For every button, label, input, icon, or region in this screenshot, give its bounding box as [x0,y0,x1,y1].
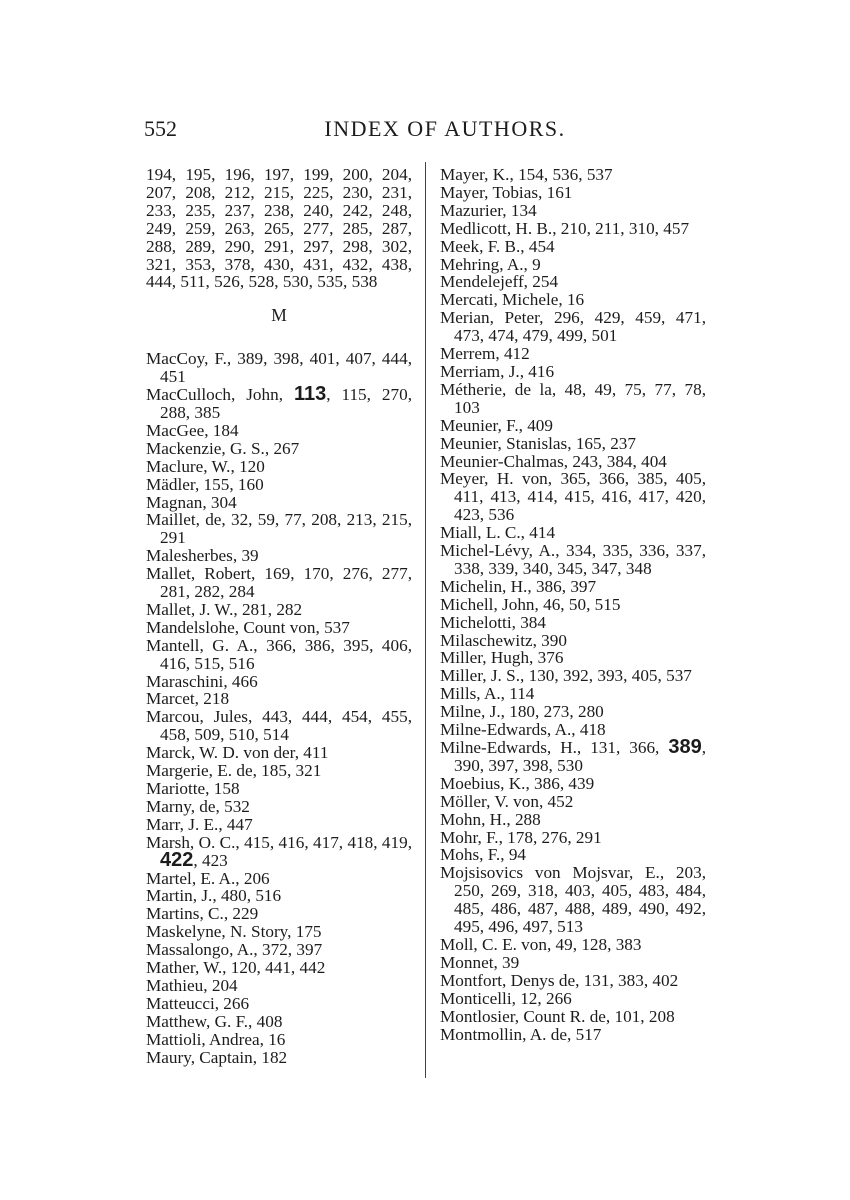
entry-text: , 115, 270, 288, 385 [160,385,412,422]
index-entry: Malesherbes, 39 [146,546,259,566]
index-entry: Maskelyne, N. Story, 175 [146,922,322,942]
index-entry: Miller, J. S., 130, 392, 393, 405, 537 [440,666,692,686]
index-entry: Medlicott, H. B., 210, 211, 310, 457 [440,218,690,238]
index-entry: Mendelejeff, 254 [440,272,559,292]
running-head: INDEX OF AUTHORS. [324,116,566,141]
index-entry: Mercati, Michele, 16 [440,290,585,310]
index-entry: Montfort, Denys de, 131, 383, 402 [440,970,679,990]
index-entry [440,736,706,775]
index-entry: Matthew, G. F., 408 [146,1011,283,1031]
bold-page-ref: 389 [668,736,702,758]
index-entry: Mehring, A., 9 [440,254,541,274]
index-entry: Magnan, 304 [146,492,237,512]
index-entry: Martins, C., 229 [146,904,259,924]
index-entry: Marck, W. D. von der, 411 [146,743,329,763]
entry-text: Milne-Edwards, H., 131, 366, [440,738,669,757]
column-divider [425,162,426,1078]
entry-text: , 423 [193,850,228,870]
index-entry: Maury, Captain, 182 [146,1047,288,1067]
index-entry: Marr, J. E., 447 [146,814,253,834]
index-entry: Mallet, Robert, 169, 170, 276, 277, 281, 282, 284 [146,564,412,602]
index-entry: Montmollin, A. de, 517 [440,1024,602,1044]
index-entry: Matteucci, 266 [146,993,250,1013]
index-entry: Métherie, de la, 48, 49, 75, 77, 78, 103 [440,379,706,417]
index-entry: Mazurier, 134 [440,200,537,220]
index-entry: Michelotti, 384 [440,612,546,632]
index-entry: Mackenzie, G. S., 267 [146,438,300,458]
index-entry: Marny, de, 532 [146,796,250,816]
index-entry: Merrem, 412 [440,344,530,364]
index-entry: Marcet, 218 [146,689,230,709]
index-entry: Moebius, K., 386, 439 [440,773,595,793]
index-entry: Meyer, H. von, 365, 366, 385, 405, 411, 413, 414, 415, 416, 417, 420, 423, 536 [440,469,706,525]
index-entry: Merriam, J., 416 [440,361,555,381]
index-entry [146,383,412,422]
index-entry: Maillet, de, 32, 59, 77, 208, 213, 215, 291 [146,510,412,548]
continuation-entry: 194, 195, 196, 197, 199, 200, 204, 207, 208, 212, 215, 225, 230, 231, 233, 235, 237, 238, 240, 242, 248, 249, 259, 263, 265, 277, 285, 287, 288, 289, 290, 291, 297, 298, 302, 321, 353, 378, 430, 431, 432, 438, 444, 511, 526, 528, 530, 535, 538 [146,165,412,292]
index-entry: Michell, John, 46, 50, 515 [440,594,621,614]
index-entry: Mayer, K., 154, 536, 537 [440,165,613,184]
index-entry: Mandelslohe, Count von, 537 [146,617,350,637]
index-entry: Michel-Lévy, A., 334, 335, 336, 337, 338, 339, 340, 345, 347, 348 [440,541,706,578]
index-entry: Mattioli, Andrea, 16 [146,1029,286,1049]
index-entry: Massalongo, A., 372, 397 [146,940,323,960]
index-entry: Margerie, E. de, 185, 321 [146,761,322,781]
index-entry: Martin, J., 480, 516 [146,886,282,906]
index-entry: Miall, L. C., 414 [440,523,556,543]
entry-text: Marsh, O. C., 415, 416, 417, 418, 419, [146,832,412,852]
index-entry: Mantell, G. A., 366, 386, 395, 406, 416, 515, 516 [146,635,412,673]
index-entry: Meunier-Chalmas, 243, 384, 404 [440,451,667,471]
index-entry: Montlosier, Count R. de, 101, 208 [440,1006,675,1026]
index-entry: Milne-Edwards, A., 418 [440,720,606,740]
index-entry: Mohs, F., 94 [440,845,527,865]
index-entry [146,834,412,870]
index-entry: MacCoy, F., 389, 398, 401, 407, 444, 451 [146,349,412,387]
index-entry: Monnet, 39 [440,952,520,972]
left-column [146,166,412,1067]
index-entry: Marcou, Jules, 443, 444, 454, 455, 458, 509, 510, 514 [146,707,412,745]
index-entry: Mathieu, 204 [146,975,238,995]
index-entry: Mills, A., 114 [440,684,535,704]
index-entry: Mather, W., 120, 441, 442 [146,958,326,978]
index-entry: Meunier, F., 409 [440,415,553,435]
index-entry: Maraschini, 466 [146,671,258,691]
right-column [440,166,706,1043]
index-entry: Maclure, W., 120 [146,456,265,476]
bold-page-ref: 422 [160,848,194,871]
index-entry: Meek, F. B., 454 [440,236,555,256]
index-entry: Mohn, H., 288 [440,809,541,829]
index-entry: Mädler, 155, 160 [146,474,264,494]
section-letter: M [271,305,287,326]
index-entry: Merian, Peter, 296, 429, 459, 471, 473, 474, 479, 499, 501 [440,308,706,346]
page-number: 552 [144,116,177,141]
index-entry: Monticelli, 12, 266 [440,988,572,1008]
index-entry: Milaschewitz, 390 [440,630,567,650]
index-entry: Milne, J., 180, 273, 280 [440,702,604,722]
index-entry: MacGee, 184 [146,420,239,440]
index-entry: Michelin, H., 386, 397 [440,576,597,596]
entry-text: MacCulloch, John, [146,385,294,405]
index-entry: Mojsisovics von Mojsvar, E., 203, 250, 269, 318, 403, 405, 483, 484, 485, 486, 487, 488, 489, 490, 492, 495, 496, 497, 513 [440,863,706,937]
index-entry: Martel, E. A., 206 [146,868,270,888]
index-entry: Miller, Hugh, 376 [440,648,564,668]
entry-text: , 390, 397, 398, 530 [454,738,706,775]
index-entry: Mariotte, 158 [146,779,240,798]
index-entry: Mohr, F., 178, 276, 291 [440,827,602,847]
index-entry: Mayer, Tobias, 161 [440,182,573,202]
index-entry: Mallet, J. W., 281, 282 [146,599,303,619]
index-entry: Moll, C. E. von, 49, 128, 383 [440,934,642,954]
index-entry: Möller, V. von, 452 [440,791,574,811]
index-entry: Meunier, Stanislas, 165, 237 [440,433,636,453]
bold-page-ref: 113 [293,383,327,406]
